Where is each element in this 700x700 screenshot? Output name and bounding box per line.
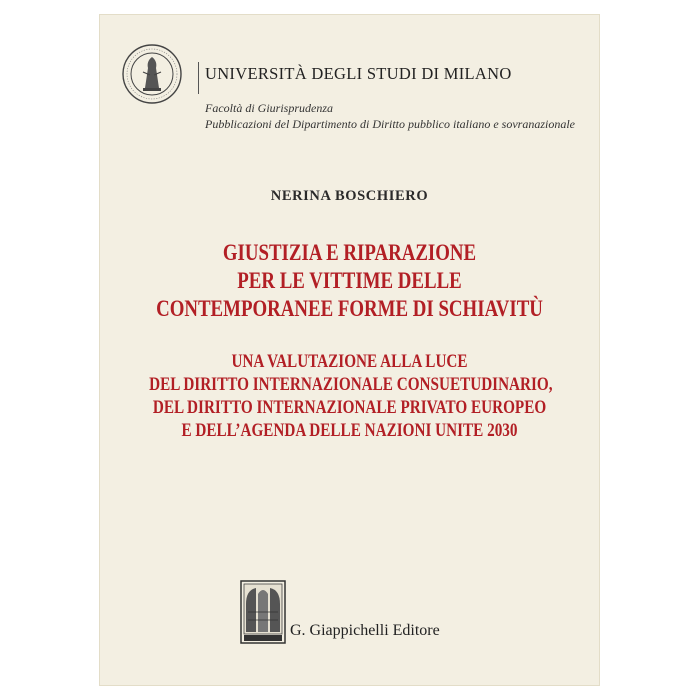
title-line: GIUSTIZIA E RIPARAZIONE <box>222 240 477 265</box>
publisher-logo-icon <box>240 580 286 644</box>
header-divider <box>198 62 199 94</box>
subtitle-line: DEL DIRITTO INTERNAZIONALE CONSUETUDINARIO, <box>149 374 553 395</box>
department-series: Pubblicazioni del Dipartimento di Diritto pubblico italiano e sovranazionale <box>205 117 575 131</box>
university-seal-icon <box>122 44 182 104</box>
university-name: UNIVERSITÀ DEGLI STUDI DI MILANO <box>205 64 512 83</box>
title-line: CONTEMPORANEE FORME DI SCHIAVITÙ <box>156 296 543 321</box>
subtitle-line: E DELL’AGENDA DELLE NAZIONI UNITE 2030 <box>181 420 518 441</box>
book-cover <box>99 14 600 686</box>
faculty-name: Facoltà di Giurisprudenza <box>205 101 333 115</box>
subtitle-line: DEL DIRITTO INTERNAZIONALE PRIVATO EUROPEO <box>152 397 547 418</box>
book-title <box>144 239 555 323</box>
subtitle-line: UNA VALUTAZIONE ALLA LUCE <box>231 351 468 372</box>
book-subtitle <box>149 350 553 442</box>
author-name: NERINA BOSCHIERO <box>270 188 429 204</box>
publisher-name: G. Giappichelli Editore <box>290 622 440 639</box>
title-line: PER LE VITTIME DELLE <box>237 268 462 293</box>
faculty-block <box>205 100 575 132</box>
